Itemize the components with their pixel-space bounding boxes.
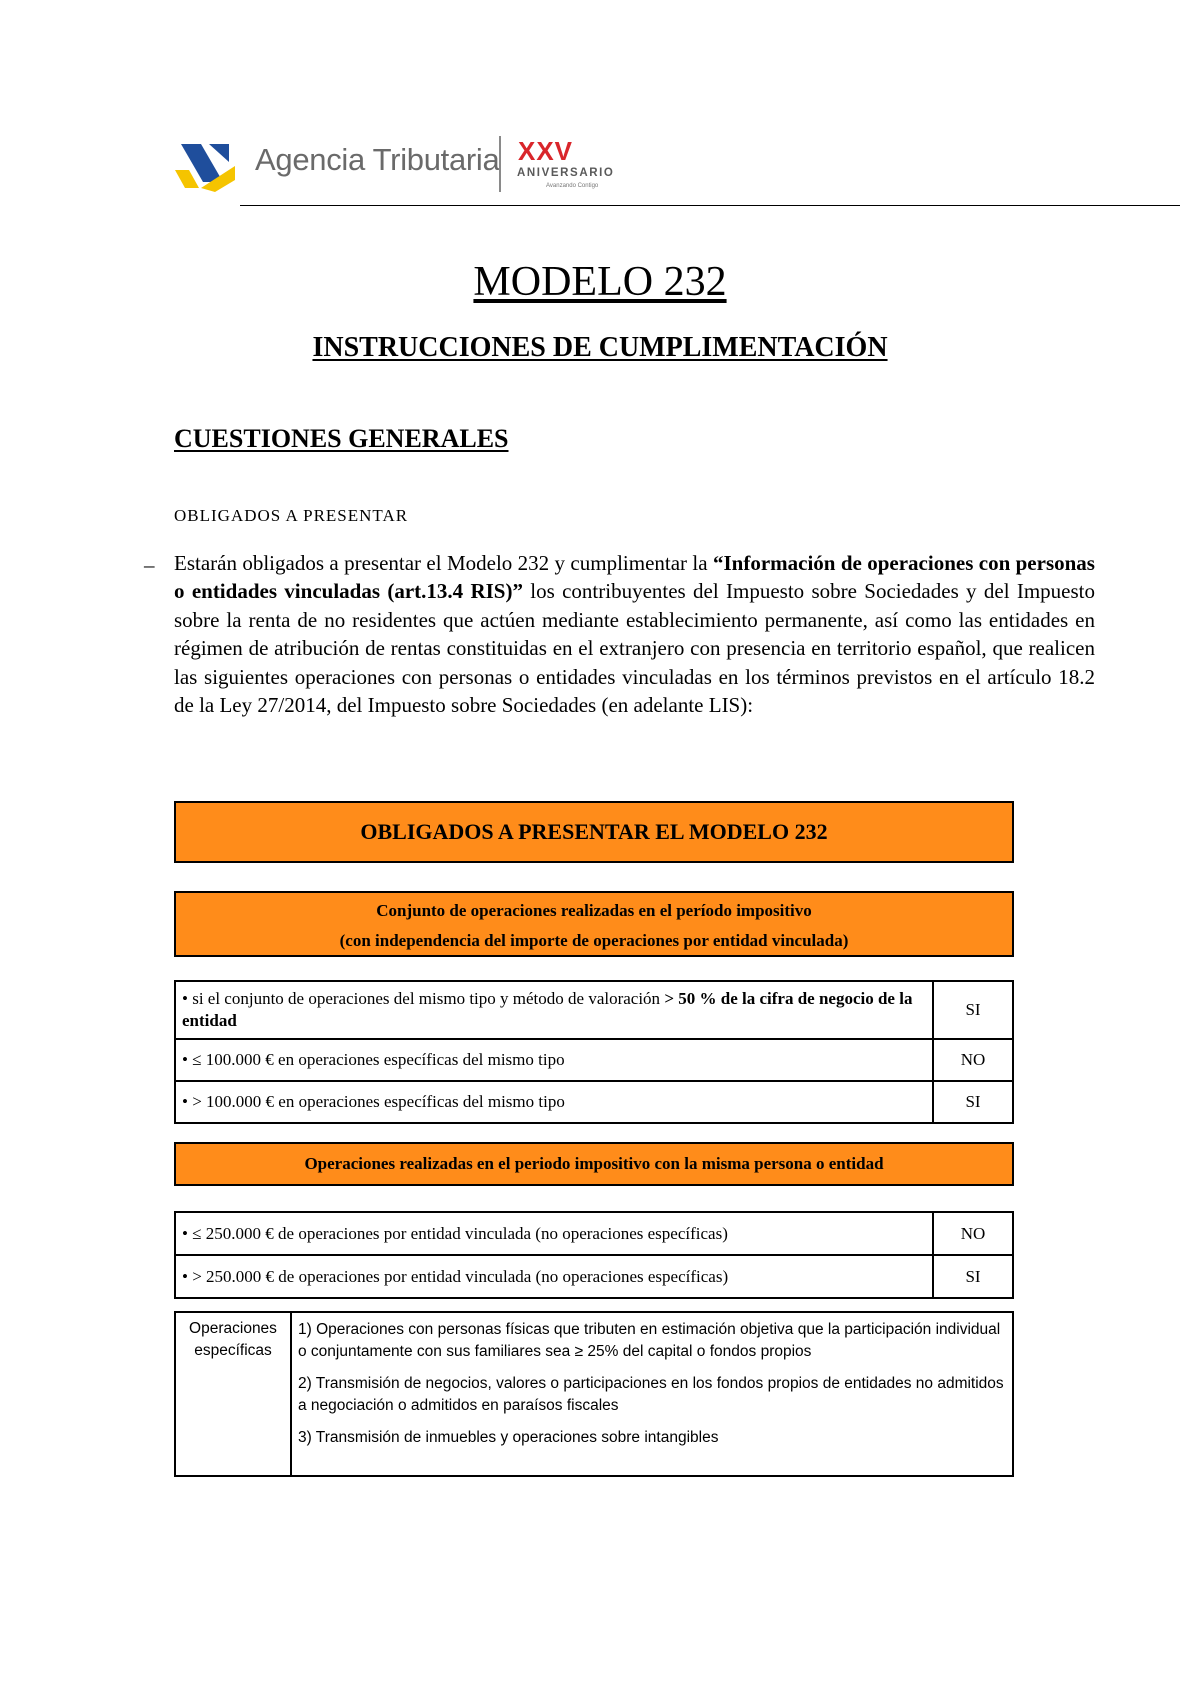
table-row	[175, 981, 1013, 1039]
table-row	[175, 1212, 1013, 1255]
row-answer: NO	[933, 1212, 1013, 1255]
anniversary-word: ANIVERSARIO	[517, 167, 615, 179]
group2-table	[174, 1211, 1014, 1299]
header-rule	[240, 205, 1180, 206]
document-subtitle: INSTRUCCIONES DE CUMPLIMENTACIÓN	[312, 332, 888, 363]
agencia-tributaria-logo-icon	[175, 136, 239, 192]
anniversary-tagline: Avanzando Contigo	[546, 183, 599, 189]
row-text-bold: > 50 % de la cifra de negocio de la entidad	[182, 989, 913, 1030]
row-text: • ≤ 100.000 € en operaciones específicas del mismo tipo	[175, 1039, 933, 1081]
row-text: • ≤ 250.000 € de operaciones por entidad vinculada (no operaciones específicas)	[175, 1212, 933, 1255]
anniversary-mark: XXV	[518, 136, 574, 166]
table-row	[175, 1255, 1013, 1298]
paragraph-bold-text: “Información de operaciones con personas o entidades vinculadas (art.13.4 RIS)”	[174, 551, 1095, 604]
row-answer: SI	[933, 1255, 1013, 1298]
specific-operations-table	[174, 1311, 1014, 1477]
table-row	[175, 1312, 1013, 1476]
anniversary-logo	[516, 136, 636, 192]
group1-header	[174, 891, 1014, 957]
specific-operation-item: 2) Transmisión de negocios, valores o participaciones en los fondos propios de entidades no admitidos a negociación o admitidos en paraísos fiscales	[298, 1375, 1004, 1414]
table-row	[175, 1039, 1013, 1081]
specific-operations-list	[291, 1312, 1013, 1476]
row-text: • > 100.000 € en operaciones específicas del mismo tipo	[175, 1081, 933, 1123]
specific-operations-label: Operaciones específicas	[175, 1312, 291, 1476]
obligados-paragraph	[174, 549, 1095, 719]
section-heading: CUESTIONES GENERALES	[174, 424, 509, 453]
specific-operation-item: 3) Transmisión de inmuebles y operaciones sobre intangibles	[298, 1429, 719, 1446]
brand-name: Agencia Tributaria	[255, 142, 500, 177]
document-title: MODELO 232	[473, 259, 727, 305]
table-row	[175, 1081, 1013, 1123]
paragraph-text-1: Estarán obligados a presentar el Modelo 232 y cumplimentar la	[174, 551, 713, 575]
logo-divider	[499, 136, 501, 192]
row-text-regular: • si el conjunto de operaciones del mismo tipo y método de valoración	[182, 989, 665, 1008]
row-answer: SI	[933, 981, 1013, 1039]
bullet-dash: –	[144, 553, 155, 577]
specific-operation-item: 1) Operaciones con personas físicas que tributen en estimación objetiva que la participación individual o conjuntamente con sus familiares sea ≥ 25% del capital o fondos propios	[298, 1321, 1001, 1360]
paragraph-text-2: los contribuyentes del Impuesto sobre Sociedades y del Impuesto sobre la renta de no residentes que actúen mediante establecimiento permanente, así como las entidades en régimen de atribución de rentas constituidas en el extranjero con presencia en territorio español, que realicen las siguientes operaciones con personas o entidades vinculadas en los términos previstos en el artículo 18.2 de la Ley 27/2014, del Impuesto sobre Sociedades (en adelante LIS):	[174, 579, 1095, 718]
row-answer: SI	[933, 1081, 1013, 1123]
group1-header-line2: (con independencia del importe de operaciones por entidad vinculada)	[339, 931, 849, 950]
subsection-heading: OBLIGADOS A PRESENTAR	[174, 506, 409, 525]
row-answer: NO	[933, 1039, 1013, 1081]
row-text	[175, 981, 933, 1039]
group1-header-line1: Conjunto de operaciones realizadas en el período impositivo	[376, 901, 812, 920]
row-text: • > 250.000 € de operaciones por entidad vinculada (no operaciones específicas)	[175, 1255, 933, 1298]
group2-header: Operaciones realizadas en el periodo impositivo con la misma persona o entidad	[174, 1142, 1014, 1186]
group1-table	[174, 980, 1014, 1124]
main-table-header: OBLIGADOS A PRESENTAR EL MODELO 232	[174, 801, 1014, 863]
